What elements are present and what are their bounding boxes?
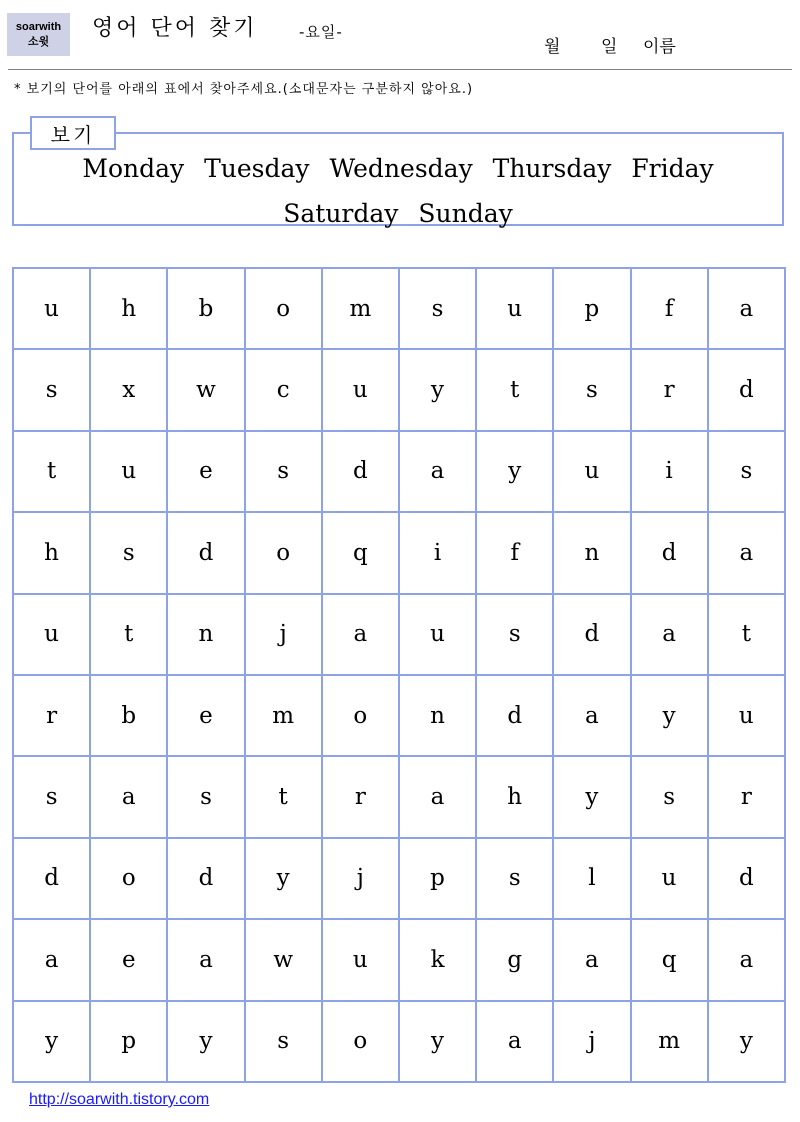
grid-cell[interactable]: p: [553, 268, 630, 349]
grid-cell[interactable]: m: [322, 268, 399, 349]
month-label: 월: [544, 37, 561, 57]
grid-cell[interactable]: i: [399, 512, 476, 593]
grid-cell[interactable]: e: [90, 919, 167, 1000]
grid-cell[interactable]: u: [399, 594, 476, 675]
grid-cell[interactable]: t: [476, 349, 553, 430]
grid-cell[interactable]: h: [476, 756, 553, 837]
instruction-text: * 보기의 단어를 아래의 표에서 찾아주세요.(소대문자는 구분하지 않아요.): [14, 82, 474, 97]
grid-cell[interactable]: s: [476, 838, 553, 919]
grid-cell[interactable]: a: [322, 594, 399, 675]
grid-cell[interactable]: y: [553, 756, 630, 837]
grid-cell[interactable]: s: [399, 268, 476, 349]
grid-cell[interactable]: p: [90, 1001, 167, 1082]
grid-cell[interactable]: h: [13, 512, 90, 593]
grid-cell[interactable]: m: [245, 675, 322, 756]
grid-cell[interactable]: d: [167, 838, 244, 919]
word-bank-word: Tuesday: [204, 154, 310, 183]
word-bank-word: Saturday: [283, 199, 399, 228]
grid-cell[interactable]: u: [13, 594, 90, 675]
grid-cell[interactable]: t: [245, 756, 322, 837]
grid-cell[interactable]: r: [708, 756, 785, 837]
grid-cell[interactable]: y: [476, 431, 553, 512]
grid-cell[interactable]: w: [245, 919, 322, 1000]
grid-cell[interactable]: s: [476, 594, 553, 675]
grid-cell[interactable]: t: [90, 594, 167, 675]
logo-text-en: soarwith: [15, 20, 62, 33]
grid-cell[interactable]: r: [631, 349, 708, 430]
grid-cell[interactable]: y: [245, 838, 322, 919]
grid-cell[interactable]: d: [708, 838, 785, 919]
grid-cell[interactable]: f: [476, 512, 553, 593]
grid-cell[interactable]: h: [90, 268, 167, 349]
word-bank-words: [14, 146, 782, 236]
grid-cell[interactable]: r: [322, 756, 399, 837]
grid-cell[interactable]: u: [631, 838, 708, 919]
grid-cell[interactable]: n: [399, 675, 476, 756]
logo-text-ko: 소윗: [27, 34, 50, 48]
grid-cell[interactable]: q: [631, 919, 708, 1000]
grid-cell[interactable]: t: [708, 594, 785, 675]
grid-cell[interactable]: a: [13, 919, 90, 1000]
grid-cell[interactable]: y: [631, 675, 708, 756]
grid-cell[interactable]: q: [322, 512, 399, 593]
grid-cell[interactable]: y: [167, 1001, 244, 1082]
logo: [7, 13, 70, 56]
grid-cell[interactable]: j: [322, 838, 399, 919]
grid-cell[interactable]: j: [245, 594, 322, 675]
name-label: 이름: [643, 37, 676, 57]
grid-cell[interactable]: d: [476, 675, 553, 756]
grid-cell[interactable]: u: [322, 349, 399, 430]
grid-cell[interactable]: l: [553, 838, 630, 919]
grid-cell[interactable]: o: [245, 512, 322, 593]
grid-cell[interactable]: u: [13, 268, 90, 349]
grid-row: [13, 512, 785, 593]
grid-cell[interactable]: n: [167, 594, 244, 675]
word-bank-label: 보기: [30, 116, 116, 150]
grid-cell[interactable]: k: [399, 919, 476, 1000]
grid-cell[interactable]: j: [553, 1001, 630, 1082]
grid-cell[interactable]: d: [631, 512, 708, 593]
grid-cell[interactable]: s: [553, 349, 630, 430]
grid-cell[interactable]: o: [245, 268, 322, 349]
grid-cell[interactable]: a: [553, 919, 630, 1000]
grid-cell[interactable]: s: [90, 512, 167, 593]
grid-cell[interactable]: a: [167, 919, 244, 1000]
grid-cell[interactable]: s: [13, 349, 90, 430]
grid-cell[interactable]: s: [245, 431, 322, 512]
grid-cell[interactable]: d: [553, 594, 630, 675]
page-title: 영어 단어 찾기: [92, 16, 258, 41]
grid-cell[interactable]: y: [399, 349, 476, 430]
grid-cell[interactable]: r: [13, 675, 90, 756]
grid-cell[interactable]: u: [708, 675, 785, 756]
grid-row: [13, 919, 785, 1000]
grid-cell[interactable]: u: [90, 431, 167, 512]
grid-cell[interactable]: y: [13, 1001, 90, 1082]
grid-cell[interactable]: a: [631, 594, 708, 675]
grid-cell[interactable]: d: [322, 431, 399, 512]
grid-row: [13, 349, 785, 430]
grid-cell[interactable]: a: [708, 268, 785, 349]
grid-cell[interactable]: e: [167, 431, 244, 512]
grid-cell[interactable]: p: [399, 838, 476, 919]
grid-cell[interactable]: w: [167, 349, 244, 430]
grid-cell[interactable]: m: [631, 1001, 708, 1082]
grid-cell[interactable]: o: [322, 675, 399, 756]
day-label: 일: [601, 37, 618, 57]
grid-cell[interactable]: s: [167, 756, 244, 837]
grid-cell[interactable]: s: [245, 1001, 322, 1082]
grid-row: [13, 838, 785, 919]
grid-cell[interactable]: g: [476, 919, 553, 1000]
word-bank-word: Friday: [631, 154, 714, 183]
footer-link[interactable]: http://soarwith.tistory.com: [29, 1091, 210, 1108]
grid-row: [13, 594, 785, 675]
grid-cell[interactable]: c: [245, 349, 322, 430]
grid-row: [13, 756, 785, 837]
word-bank-word: Monday: [82, 154, 185, 183]
word-bank-word: Thursday: [492, 154, 612, 183]
grid-cell[interactable]: b: [167, 268, 244, 349]
grid-row: [13, 431, 785, 512]
grid-cell[interactable]: b: [90, 675, 167, 756]
grid-cell[interactable]: s: [708, 431, 785, 512]
grid-cell[interactable]: i: [631, 431, 708, 512]
grid-cell[interactable]: d: [708, 349, 785, 430]
grid-cell[interactable]: y: [399, 1001, 476, 1082]
grid-cell[interactable]: n: [553, 512, 630, 593]
grid-cell[interactable]: u: [553, 431, 630, 512]
grid-cell[interactable]: a: [399, 431, 476, 512]
grid-cell[interactable]: a: [708, 512, 785, 593]
page-subtitle: -요일-: [299, 23, 343, 41]
grid-row: [13, 268, 785, 349]
grid-cell[interactable]: x: [90, 349, 167, 430]
grid-cell[interactable]: a: [399, 756, 476, 837]
grid-cell[interactable]: d: [13, 838, 90, 919]
grid-row: [13, 675, 785, 756]
grid-cell[interactable]: d: [167, 512, 244, 593]
grid-cell[interactable]: a: [708, 919, 785, 1000]
grid-cell[interactable]: u: [322, 919, 399, 1000]
word-bank-word: Sunday: [418, 199, 513, 228]
grid-cell[interactable]: a: [553, 675, 630, 756]
grid-cell[interactable]: f: [631, 268, 708, 349]
word-bank-word: Wednesday: [329, 154, 473, 183]
grid-cell[interactable]: t: [13, 431, 90, 512]
grid-row: [13, 1001, 785, 1082]
grid-cell[interactable]: e: [167, 675, 244, 756]
grid-cell[interactable]: a: [476, 1001, 553, 1082]
grid-cell[interactable]: o: [322, 1001, 399, 1082]
grid-cell[interactable]: a: [90, 756, 167, 837]
grid-cell[interactable]: y: [708, 1001, 785, 1082]
letter-grid: [12, 267, 786, 1083]
grid-cell[interactable]: u: [476, 268, 553, 349]
grid-cell[interactable]: s: [13, 756, 90, 837]
grid-cell[interactable]: o: [90, 838, 167, 919]
header-divider: [8, 69, 792, 70]
grid-cell[interactable]: s: [631, 756, 708, 837]
